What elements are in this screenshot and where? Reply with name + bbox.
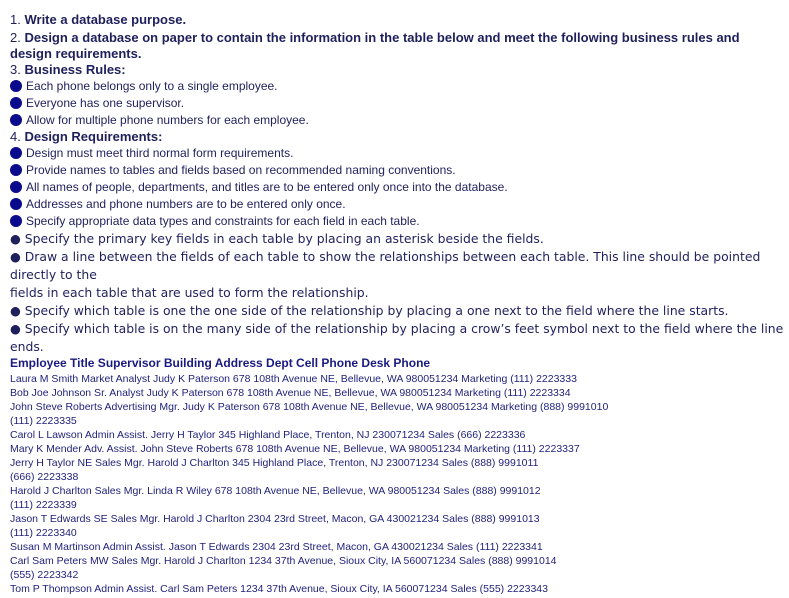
table-row: Jerry H Taylor NE Sales Mgr. Harold J Charlton 345 Highland Place, Trenton, NJ 230071234 Sales (888) 9991011	[10, 457, 539, 469]
step-1-text: Write a database purpose.	[24, 12, 187, 27]
design-requirement-text: Provide names to tables and fields based on recommended naming conventions.	[26, 163, 456, 177]
table-row: Carol L Lawson Admin Assist. Jerry H Taylor 345 Highland Place, Trenton, NJ 230071234 Sales (666) 2223336	[10, 429, 526, 441]
step-2-text-cont: design requirements.	[10, 46, 142, 61]
table-row: Jason T Edwards SE Sales Mgr. Harold J Charlton 2304 23rd Street, Macon, GA 430021234 Sales (888) 9991013	[10, 513, 540, 525]
bullet-icon	[10, 147, 22, 159]
extra-requirement-line: ● Specify which table is one the one side of the relationship by placing a one next to the field where the line starts.	[10, 303, 729, 318]
table-row: (111) 2223339	[10, 499, 77, 511]
step-3-text: Business Rules:	[24, 62, 126, 77]
table-row: Laura M Smith Market Analyst Judy K Paterson 678 108th Avenue NE, Bellevue, WA 980051234 Marketing (111) 2223333	[10, 373, 577, 385]
step-1-number: 1.	[10, 12, 25, 27]
step-4-heading	[10, 129, 162, 144]
table-row: Carl Sam Peters MW Sales Mgr. Harold J Charlton 1234 37th Avenue, Sioux City, IA 560071234 Sales (888) 9991014	[10, 555, 557, 567]
table-row: (111) 2223340	[10, 527, 77, 539]
table-row: (111) 2223335	[10, 415, 77, 427]
step-4-text: Design Requirements:	[24, 129, 163, 144]
bullet-icon	[10, 97, 22, 109]
bullet-icon	[10, 164, 22, 176]
bullet-icon	[10, 181, 22, 193]
step-4-number: 4.	[10, 129, 25, 144]
bullet-icon	[10, 215, 22, 227]
design-requirement-text: All names of people, departments, and titles are to be entered only once into the database.	[26, 180, 508, 194]
step-2-heading-cont	[10, 46, 141, 61]
business-rule-text: Allow for multiple phone numbers for each employee.	[26, 113, 309, 127]
table-row: Tom P Thompson Admin Assist. Carl Sam Peters 1234 37th Avenue, Sioux City, IA 560071234 Sales (555) 2223343	[10, 583, 548, 595]
step-2-text: Design a database on paper to contain the information in the table below and meet the following business rules and	[24, 30, 740, 45]
business-rule-item	[10, 79, 278, 93]
table-row: Susan M Martinson Admin Assist. Jason T Edwards 2304 23rd Street, Macon, GA 430021234 Sales (111) 2223341	[10, 541, 543, 553]
design-requirement-item	[10, 180, 508, 194]
business-rule-text: Each phone belongs only to a single employee.	[26, 79, 278, 93]
table-row: (666) 2223338	[10, 471, 79, 483]
design-requirement-text: Design must meet third normal form requirements.	[26, 146, 294, 160]
table-row: Harold J Charlton Sales Mgr. Linda R Wiley 678 108th Avenue NE, Bellevue, WA 980051234 Sales (888) 9991012	[10, 485, 541, 497]
extra-requirement-line: ● Specify the primary key fields in each table by placing an asterisk beside the fields.	[10, 231, 544, 246]
step-1-heading	[10, 12, 186, 27]
business-rule-item	[10, 113, 309, 127]
design-requirement-text: Specify appropriate data types and constraints for each field in each table.	[26, 214, 420, 228]
extra-requirement-line: ● Draw a line between the fields of each table to show the relationships between each table. This line should be pointed	[10, 249, 761, 264]
design-requirement-item	[10, 214, 420, 228]
table-header: Employee Title Supervisor Building Address Dept Cell Phone Desk Phone	[10, 356, 431, 370]
business-rule-item	[10, 96, 184, 110]
step-3-number: 3.	[10, 62, 25, 77]
extra-requirement-line: directly to the	[10, 267, 97, 282]
design-requirement-text: Addresses and phone numbers are to be entered only once.	[26, 197, 346, 211]
business-rule-text: Everyone has one supervisor.	[26, 96, 185, 110]
extra-requirement-line: ● Specify which table is on the many side of the relationship by placing a crow’s feet symbol next to the field where the line	[10, 321, 784, 336]
design-requirement-item	[10, 197, 346, 211]
table-row: Bob Joe Johnson Sr. Analyst Judy K Paterson 678 108th Avenue NE, Bellevue, WA 980051234 Marketing (111) 2223334	[10, 387, 571, 399]
bullet-icon	[10, 198, 22, 210]
bullet-icon	[10, 80, 22, 92]
design-requirement-item	[10, 163, 456, 177]
extra-requirement-line: fields in each table that are used to form the relationship.	[10, 285, 369, 300]
table-row: Mary K Mender Adv. Assist. John Steve Roberts 678 108th Avenue NE, Bellevue, WA 980051234 Marketing (111) 2223337	[10, 443, 580, 455]
step-2-number: 2.	[10, 30, 25, 45]
table-row: (555) 2223342	[10, 569, 79, 581]
design-requirement-item	[10, 146, 293, 160]
bullet-icon	[10, 114, 22, 126]
extra-requirement-line: ends.	[10, 339, 44, 354]
table-row: John Steve Roberts Advertising Mgr. Judy K Paterson 678 108th Avenue NE, Bellevue, WA 980051234 Marketing (888) 9991010	[10, 401, 609, 413]
step-3-heading	[10, 62, 126, 77]
step-2-heading	[10, 30, 740, 45]
